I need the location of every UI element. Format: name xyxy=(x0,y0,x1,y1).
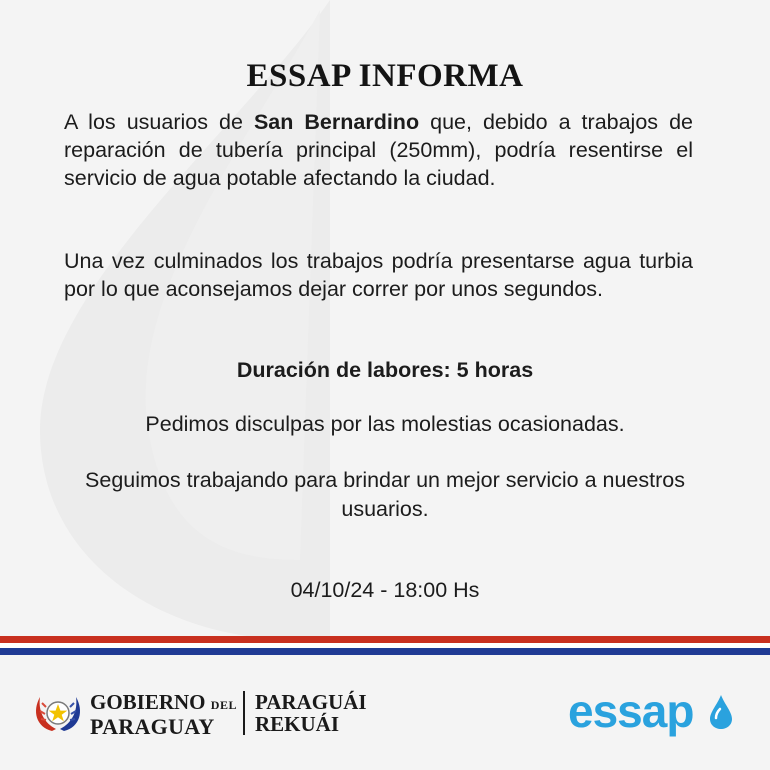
location-name: San Bernardino xyxy=(253,110,420,134)
government-word: GOBIERNO xyxy=(90,690,206,714)
apology-text: Pedimos disculpas por las molestias ocasionadas. xyxy=(145,412,625,436)
government-del-word: DEL xyxy=(210,698,237,712)
government-wordmark xyxy=(90,691,237,738)
essap-logo-text: essap xyxy=(568,685,694,737)
commitment-text: Seguimos trabajando para brindar un mejor servicio a nuestros usuarios. xyxy=(85,468,685,521)
footer-divider xyxy=(243,691,245,735)
paragraph-1-prefix: A los usuarios de xyxy=(64,110,254,134)
duration-notice: Duración de labores: 5 horas xyxy=(236,358,534,382)
government-line-1 xyxy=(90,691,237,716)
notice-title: ESSAP INFORMA xyxy=(246,58,524,94)
essap-logo xyxy=(568,685,738,741)
government-line-2: PARAGUAY xyxy=(90,714,215,739)
water-drop-icon xyxy=(708,693,734,731)
paragraph-1-suffix: que, debido a trabajos de reparación de tubería principal (250mm), podría resentirse el servicio de agua potable afectando la ciudad. xyxy=(64,110,693,190)
slogan-line-1: PARAGUÁI xyxy=(255,690,367,714)
footer xyxy=(0,655,770,770)
slogan-line-2: REKUÁI xyxy=(255,712,340,736)
flag-stripe-blue xyxy=(0,648,770,655)
notice-paragraph-2: Una vez culminados los trabajos podría presentarse agua turbia por lo que aconsejamos dejar correr por unos segundos. xyxy=(64,249,693,301)
notice-datetime: 04/10/24 - 18:00 Hs xyxy=(290,578,480,602)
notice-paragraph-1 xyxy=(64,108,693,192)
government-slogan xyxy=(255,691,367,735)
coat-of-arms-icon xyxy=(32,689,84,735)
